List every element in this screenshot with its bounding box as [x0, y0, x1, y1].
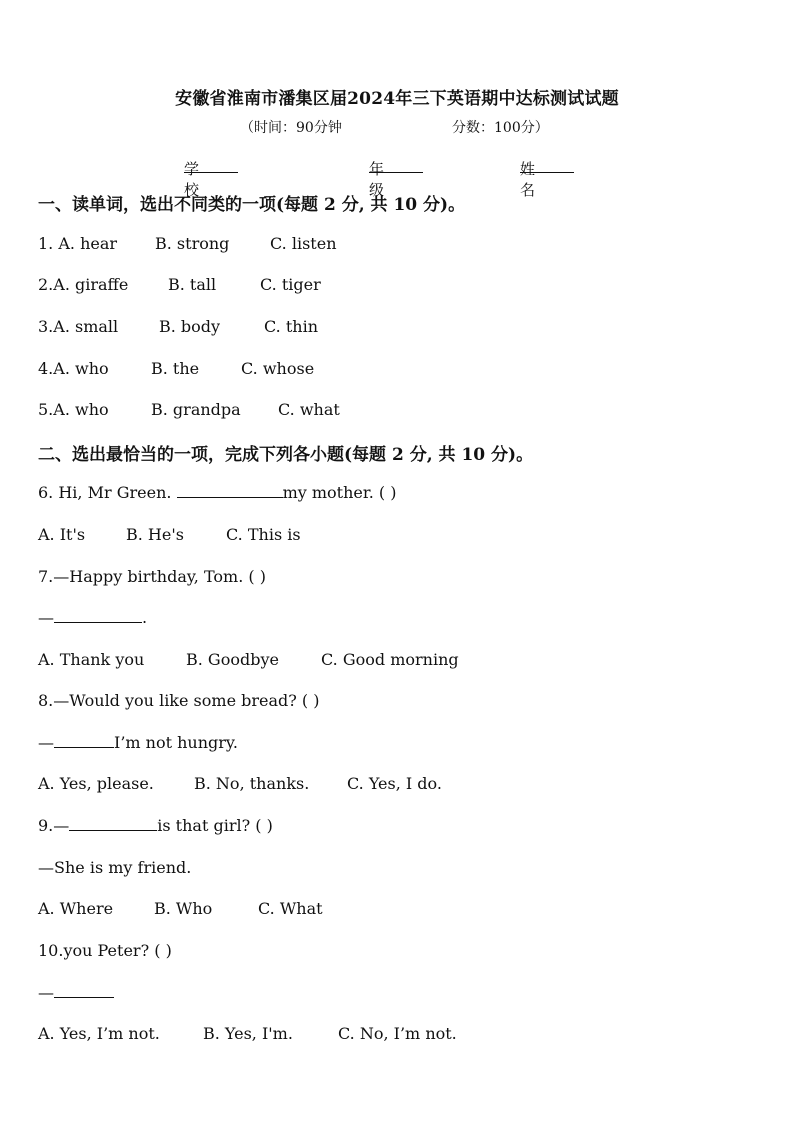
answer-blank[interactable]: [54, 733, 114, 748]
question-4: [38, 359, 315, 378]
reply-end: .: [142, 608, 148, 627]
option-a[interactable]: A. hear: [58, 234, 118, 253]
option-a[interactable]: A. giraffe: [53, 275, 129, 294]
option-a[interactable]: A. It's: [38, 525, 86, 544]
option-c[interactable]: C. Good morning: [321, 650, 459, 669]
grade-blank[interactable]: [369, 158, 423, 173]
option-c[interactable]: C. No, I’m not.: [338, 1024, 457, 1043]
option-c[interactable]: C. thin: [264, 317, 318, 336]
question-stem-end: my mother. ( ): [282, 483, 397, 502]
option-a[interactable]: A. Where: [38, 899, 114, 918]
option-b[interactable]: B. No, thanks.: [194, 774, 310, 793]
answer-blank[interactable]: [54, 608, 142, 623]
section1-heading: 一、读单词，选出不同类的一项(每题 2 分, 共 10 分)。: [38, 195, 466, 215]
question-6: [38, 483, 397, 502]
section2-heading: 二、选出最恰当的一项，完成下列各小题(每题 2 分, 共 10 分)。: [38, 445, 534, 465]
question-5: [38, 400, 340, 419]
option-a[interactable]: A. who: [53, 400, 109, 419]
question-7: 7.—Happy birthday, Tom. ( ): [38, 567, 266, 586]
option-b[interactable]: B. Goodbye: [186, 650, 279, 669]
answer-blank[interactable]: [177, 483, 283, 498]
name-label: 姓名: [520, 160, 536, 199]
question-9-options: [38, 899, 323, 918]
question-10-options: [38, 1024, 457, 1043]
option-b[interactable]: B. He's: [126, 525, 184, 544]
reply-end: I’m not hungry.: [114, 733, 238, 752]
question-8-options: [38, 774, 442, 793]
option-c[interactable]: C. whose: [241, 359, 315, 378]
option-a[interactable]: A. Thank you: [38, 650, 145, 669]
question-9: [38, 816, 273, 835]
option-c[interactable]: C. Yes, I do.: [347, 774, 442, 793]
option-b[interactable]: B. Yes, I'm.: [203, 1024, 293, 1043]
answer-blank[interactable]: [54, 983, 114, 998]
question-2: [38, 275, 321, 294]
exam-title: 安徽省淮南市潘集区届2024年三下英语期中达标测试试题: [175, 89, 619, 109]
option-b[interactable]: B. strong: [155, 234, 230, 253]
question-stem: 9.—: [38, 816, 70, 835]
question-10-reply: [38, 983, 114, 1002]
option-a[interactable]: A. Yes, please.: [38, 774, 154, 793]
question-7-reply: [38, 608, 147, 627]
reply-dash: —: [38, 983, 54, 1002]
option-a[interactable]: A. small: [53, 317, 119, 336]
option-b[interactable]: B. tall: [168, 275, 217, 294]
grade-label: 年级: [369, 160, 385, 199]
question-number: 4.: [38, 359, 54, 378]
question-stem: 6. Hi, Mr Green.: [38, 483, 177, 502]
question-3: [38, 317, 318, 336]
question-number: 5.: [38, 400, 54, 419]
question-9-reply: —She is my friend.: [38, 858, 192, 877]
answer-blank[interactable]: [69, 816, 157, 831]
school-blank[interactable]: [184, 158, 238, 173]
exam-time: （时间：90分钟: [240, 120, 342, 136]
option-b[interactable]: B. body: [159, 317, 221, 336]
name-blank[interactable]: [520, 158, 574, 173]
option-b[interactable]: B. grandpa: [151, 400, 241, 419]
option-b[interactable]: B. the: [151, 359, 200, 378]
option-c[interactable]: C. listen: [270, 234, 337, 253]
question-stem-end: is that girl? ( ): [157, 816, 273, 835]
option-c[interactable]: C. This is: [226, 525, 301, 544]
option-a[interactable]: A. Yes, I’m not.: [38, 1024, 160, 1043]
exam-score: 分数：100分）: [452, 120, 549, 136]
question-10: 10.you Peter? ( ): [38, 941, 172, 960]
option-c[interactable]: C. What: [258, 899, 323, 918]
question-7-options: [38, 650, 459, 669]
question-6-options: [38, 525, 301, 544]
question-8: 8.—Would you like some bread? ( ): [38, 691, 320, 710]
question-number: 1.: [38, 234, 59, 253]
option-c[interactable]: C. tiger: [260, 275, 321, 294]
option-b[interactable]: B. Who: [154, 899, 213, 918]
question-1: [38, 234, 337, 253]
question-number: 3.: [38, 317, 54, 336]
reply-dash: —: [38, 608, 54, 627]
school-label: 学校: [184, 160, 200, 199]
question-number: 2.: [38, 275, 54, 294]
question-8-reply: [38, 733, 238, 752]
option-a[interactable]: A. who: [53, 359, 109, 378]
option-c[interactable]: C. what: [278, 400, 340, 419]
reply-dash: —: [38, 733, 54, 752]
